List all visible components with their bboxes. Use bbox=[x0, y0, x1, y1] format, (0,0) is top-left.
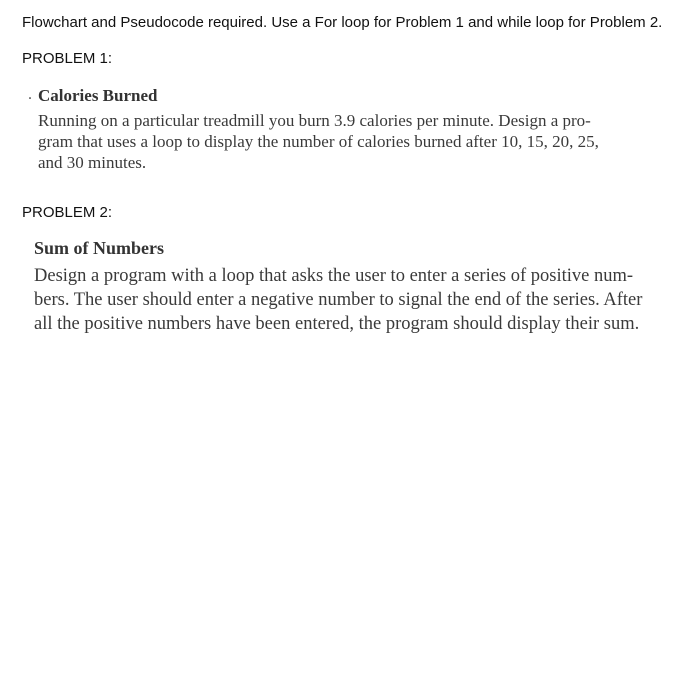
problem-1-title: Calories Burned bbox=[38, 86, 158, 105]
problem-1-body-line: gram that uses a loop to display the number of calories burned after 10, 15, 20, 25, bbox=[38, 132, 599, 151]
problem-2-body-line: Design a program with a loop that asks the user to enter a series of positive num- bbox=[34, 266, 634, 286]
problem-1-body-line: and 30 minutes. bbox=[38, 153, 147, 172]
instructions-text: Flowchart and Pseudocode required. Use a For loop for Problem 1 and while loop for Problem 2. bbox=[22, 14, 663, 31]
problem-1-label: PROBLEM 1: bbox=[22, 50, 113, 67]
bullet-dot: . bbox=[28, 86, 32, 103]
problem-2-body-line: bers. The user should enter a negative number to signal the end of the series. After bbox=[34, 290, 643, 310]
problem-1-body bbox=[38, 110, 658, 173]
problem-2-body-line: all the positive numbers have been entered, the program should display their sum. bbox=[34, 314, 640, 334]
problem-2-label: PROBLEM 2: bbox=[22, 204, 113, 221]
problem-2-body bbox=[34, 264, 694, 336]
problem-2-title: Sum of Numbers bbox=[34, 238, 165, 258]
problem-1-body-line: Running on a particular treadmill you burn 3.9 calories per minute. Design a pro- bbox=[38, 111, 591, 130]
